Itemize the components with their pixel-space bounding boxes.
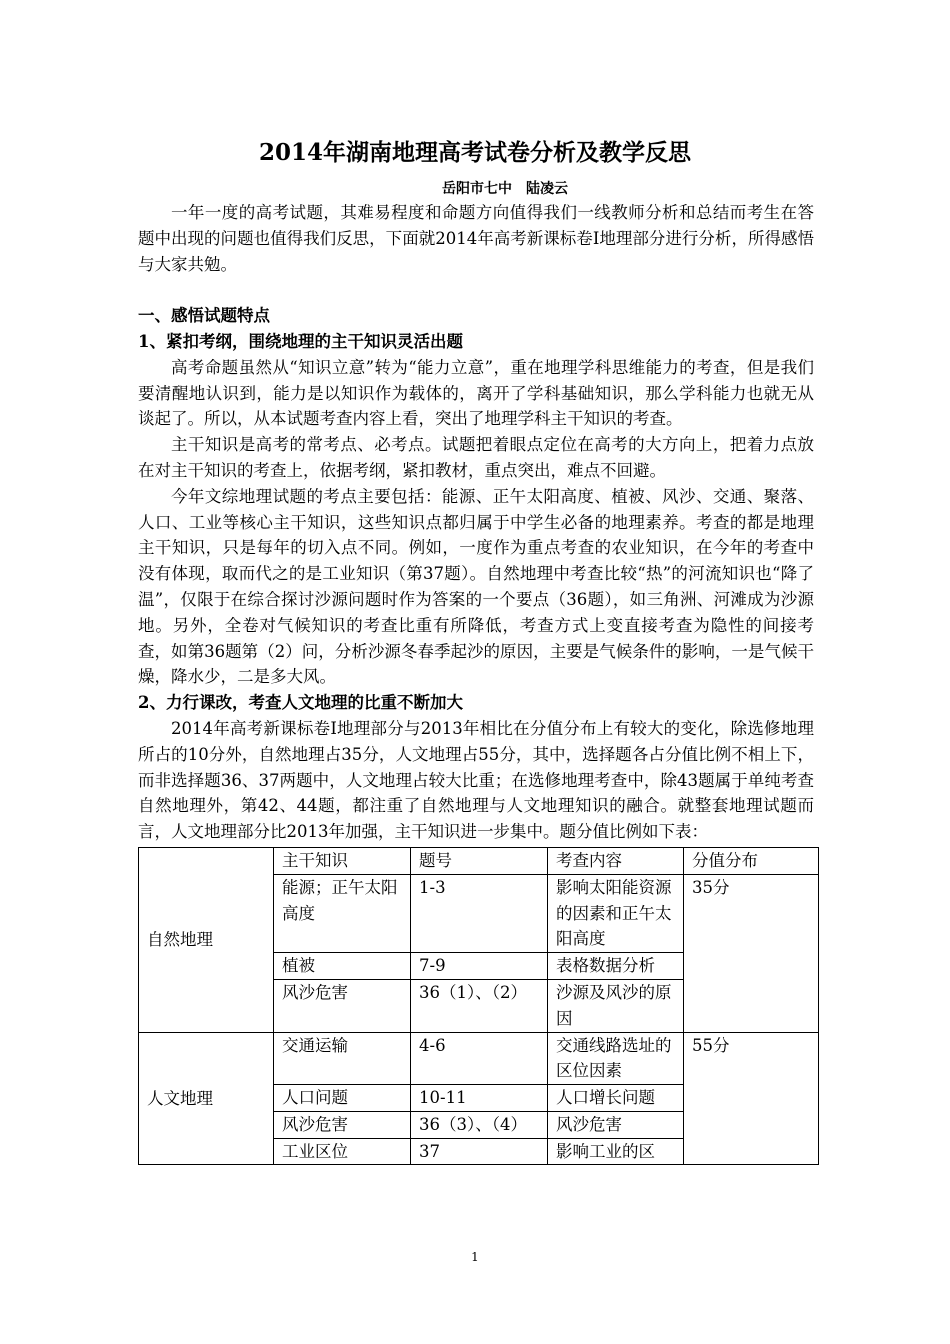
table-cell: 风沙危害 bbox=[548, 1111, 684, 1138]
table-cell: 人口增长问题 bbox=[548, 1085, 684, 1112]
table-cell: 7-9 bbox=[411, 953, 548, 980]
table-cell: 36（3）、（4） bbox=[411, 1111, 548, 1138]
table-cell: 37 bbox=[411, 1138, 548, 1165]
section-heading: 一、感悟试题特点 bbox=[138, 306, 270, 326]
intro-paragraph: 一年一度的高考试题，其难易程度和命题方向值得我们一线教师分析和总结而考生在答题中出现的问题也值得我们反思，下面就2014年高考新课标卷I地理部分进行分析，所得感悟与大家共勉。 bbox=[138, 203, 814, 274]
table-cell: 交通线路选址的区位因素 bbox=[548, 1032, 684, 1085]
table-cell: 风沙危害 bbox=[274, 1111, 411, 1138]
table-header-cell: 分值分布 bbox=[684, 847, 819, 874]
table-header-cell: 主干知识 bbox=[274, 847, 411, 874]
page-number: 1 bbox=[471, 1250, 479, 1264]
score-distribution-table bbox=[138, 847, 819, 1166]
table-cell: 影响太阳能资源的因素和正午太阳高度 bbox=[548, 874, 684, 952]
table-cell: 人口问题 bbox=[274, 1085, 411, 1112]
body-paragraph: 今年文综地理试题的考点主要包括：能源、正午太阳高度、植被、风沙、交通、聚落、人口、工业等核心主干知识，这些知识点都归属于中学生必备的地理素养。考查的都是地理主干知识，只是每年的切入点不同。例如，一度作为重点考查的农业知识，在今年的考查中没有体现，取而代之的是工业知识（第37题）。自然地理中考查比较“热”的河流知识也“降了温”，仅限于在综合探讨沙源问题时作为答案的一个要点（36题），如三角洲、河滩成为沙源地。另外，全卷对气候知识的考查比重有所降低，考查方式上变直接考查为隐性的间接考查，如第36题第（2）问，分析沙源冬春季起沙的原因，主要是气候条件的影响，一是气候干燥，降水少，二是多大风。 bbox=[138, 486, 814, 687]
table-cell: 自然地理 bbox=[147, 929, 213, 949]
body-paragraph: 2014年高考新课标卷Ⅰ地理部分与2013年相比在分值分布上有较大的变化，除选修地理所占的10分外，自然地理占35分，人文地理占55分，其中，选择题各占分值比例不相上下，而非选择题36、37两题中，人文地理占较大比重；在选修地理考查中，除43题属于单纯考查自然地理外，第42、44题，都注重了自然地理与人文地理知识的融合。就整套地理试题而言，人文地理部分比2013年加强，主干知识进一步集中。题分值比例如下表： bbox=[138, 718, 814, 842]
body-paragraph: 主干知识是高考的常考点、必考点。试题把着眼点定位在高考的大方向上，把着力点放在对主干知识的考查上，依据考纲，紧扣教材，重点突出，难点不回避。 bbox=[138, 435, 814, 480]
body-paragraph: 高考命题虽然从“知识立意”转为“能力立意”，重在地理学科思维能力的考查，但是我们要清醒地认识到，能力是以知识作为载体的，离开了学科基础知识，那么学科能力也就无从谈起了。所以，从本试题考查内容上看，突出了地理学科主干知识的考查。 bbox=[138, 357, 814, 429]
table-cell: 36（1）、（2） bbox=[411, 979, 548, 1032]
table-cell: 沙源及风沙的原因 bbox=[548, 979, 684, 1032]
table-header-cell: 考查内容 bbox=[548, 847, 684, 874]
table-cell bbox=[139, 1032, 274, 1165]
document-body bbox=[138, 200, 814, 1165]
table-cell: 表格数据分析 bbox=[548, 953, 684, 980]
table-cell: 10-11 bbox=[411, 1085, 548, 1112]
table-cell: 4-6 bbox=[411, 1032, 548, 1085]
table-corner-cell bbox=[139, 847, 274, 1032]
table-cell: 风沙危害 bbox=[274, 979, 411, 1032]
table-cell: 工业区位 bbox=[274, 1138, 411, 1165]
table-row bbox=[139, 1032, 819, 1085]
table-cell: 35分 bbox=[684, 874, 819, 1032]
subsection-heading: 2、力行课改，考查人文地理的比重不断加大 bbox=[138, 693, 463, 713]
table-cell: 能源；正午太阳高度 bbox=[274, 874, 411, 952]
subsection-heading: 1、紧扣考纲，围绕地理的主干知识灵活出题 bbox=[138, 331, 463, 351]
table-cell: 植被 bbox=[274, 953, 411, 980]
table-cell: 55分 bbox=[684, 1032, 819, 1165]
table-cell: 影响工业的区 bbox=[548, 1138, 684, 1165]
table-header-row bbox=[139, 847, 819, 874]
table-cell-text: 人文地理 bbox=[147, 1088, 213, 1108]
document-title: 2014年湖南地理高考试卷分析及教学反思 bbox=[258, 139, 691, 166]
table-cell: 1-3 bbox=[411, 874, 548, 952]
blank-line bbox=[138, 277, 814, 303]
table-header-cell: 题号 bbox=[411, 847, 548, 874]
table-cell: 交通运输 bbox=[274, 1032, 411, 1085]
author-line: 岳阳市七中 陆凌云 bbox=[442, 181, 568, 197]
